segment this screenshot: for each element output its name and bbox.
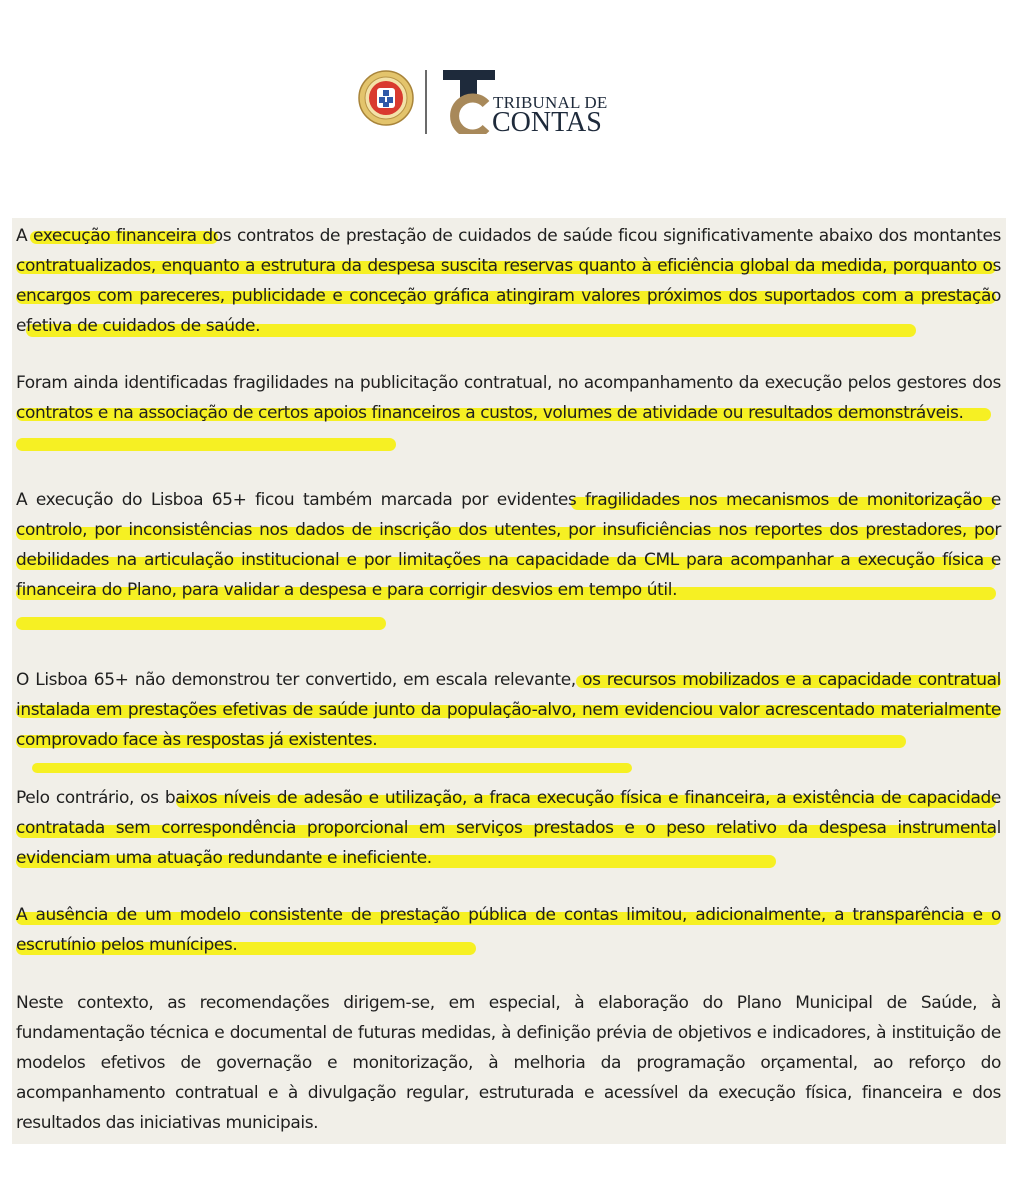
header-logo-block <box>358 66 618 138</box>
brand-name-line2: CONTAS <box>492 107 602 138</box>
paragraph-2 <box>16 368 1001 428</box>
paragraph-text: O Lisboa 65+ não demonstrou ter convertido, em escala relevante, os recursos mobilizados e a capacidade contratual instalada em prestações efetivas de saúde junto da população-alvo, nem evidenciou valor acrescentado materialmente comprovado face às respostas já existentes. <box>16 670 1001 750</box>
tribunal-de-contas-logo-icon <box>440 68 498 134</box>
paragraph-text: Foram ainda identificadas fragilidades na publicitação contratual, no acompanhamento da execução pelos gestores dos contratos e na associação de certos apoios financeiros a custos, volumes de atividade ou resultados demonstráveis. <box>16 373 1001 423</box>
paragraph-text: A execução financeira dos contratos de prestação de cuidados de saúde ficou significativamente abaixo dos montantes contratualizados, enquanto a estrutura da despesa suscita reservas quanto à eficiência global da medida, porquanto os encargos com pareceres, publicidade e conceção gráfica atingiram valores próximos dos suportados com a prestação efetiva de cuidados de saúde. <box>16 226 1001 336</box>
header-divider <box>425 70 427 134</box>
highlight-stroke <box>16 438 396 451</box>
highlight-stroke <box>16 617 386 630</box>
paragraph-4 <box>16 665 1001 755</box>
paragraph-text: Pelo contrário, os baixos níveis de adesão e utilização, a fraca execução física e financeira, a existência de capacidade contratada sem correspondência proporcional em serviços prestados e o peso relativo da despesa instrumental evidenciam uma atuação redundante e ineficiente. <box>16 788 1001 868</box>
document-body <box>12 218 1006 1144</box>
paragraph-3 <box>16 485 1001 605</box>
paragraph-text: Neste contexto, as recomendações dirigem-se, em especial, à elaboração do Plano Municipal de Saúde, à fundamentação técnica e documental de futuras medidas, à definição prévia de objetivos e indicadores, à instituição de modelos efetivos de governação e monitorização, à melhoria da programação orçamental, ao reforço do acompanhamento contratual e à divulgação regular, estruturada e acessível da execução física, financeira e dos resultados das iniciativas municipais. <box>16 993 1001 1133</box>
paragraph-5 <box>16 783 1001 873</box>
paragraph-text: A ausência de um modelo consistente de prestação pública de contas limitou, adicionalmente, a transparência e o escrutínio pelos munícipes. <box>16 905 1001 955</box>
paragraph-text: A execução do Lisboa 65+ ficou também marcada por evidentes fragilidades nos mecanismos de monitorização e controlo, por inconsistências nos dados de inscrição dos utentes, por insuficiências nos reportes dos prestadores, por debilidades na articulação institucional e por limitações na capacidade da CML para acompanhar a execução física e financeira do Plano, para validar a despesa e para corrigir desvios em tempo útil. <box>16 490 1001 600</box>
paragraph-6 <box>16 900 1001 960</box>
brand-name-line1: TRIBUNAL DE <box>493 93 608 112</box>
highlight-stroke <box>32 763 632 773</box>
portuguese-coat-of-arms-icon <box>358 70 414 126</box>
paragraph-7 <box>16 988 1001 1138</box>
paragraph-1 <box>16 221 1001 341</box>
